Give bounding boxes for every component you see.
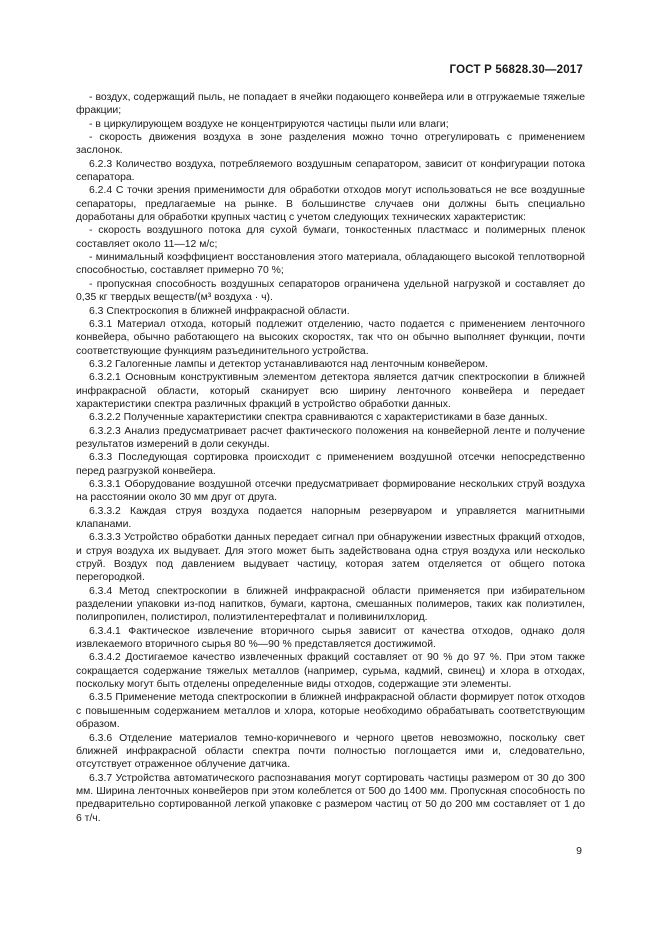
paragraph: 6.2.4 С точки зрения применимости для обработки отходов могут использоваться не все воздушные сепараторы, предлагаемые на рынке. В большинстве случаев они должны быть специально доработаны для обработки крупных частиц с учетом следующих технических характеристик:: [76, 185, 585, 224]
paragraph: 6.3.4.1 Фактическое извлечение вторичного сырья зависит от качества отходов, однако доля извлекаемого вторичного сырья 80 %—90 % представляется достижимой.: [76, 625, 585, 651]
paragraph: 6.3.3.1 Оборудование воздушной отсечки предусматривает формирование нескольких струй воздуха на расстоянии около 30 мм друг от друга.: [76, 478, 585, 504]
paragraph: 6.3.2.1 Основным конструктивным элементом детектора является датчик спектроскопии в ближней инфракрасной области, который сканирует всю ширину ленточного конвейера и передает характеристики спектра различных фракций в устройство обработки данных.: [76, 372, 585, 410]
paragraph: 6.3.3 Последующая сортировка происходит с применением воздушной отсечки непосредственно перед разгрузкой конвейера.: [76, 452, 585, 477]
paragraph: 6.3.4 Метод спектроскопии в ближней инфракрасной области применяется при избирательном разделении упаковки из-под напитков, бумаги, картона, смешанных полимеров, таких как полиэтилен, полипропилен, полистирол, полиэтилентерефталат и поливинилхлорид.: [76, 585, 585, 624]
paragraph: 6.2.3 Количество воздуха, потребляемого воздушным сепаратором, зависит от конфигурации потока сепаратора.: [76, 158, 585, 184]
paragraph: 6.3.1 Материал отхода, который подлежит отделению, часто подается с применением ленточного конвейера, обычно работающего на высоких скоростях, так что он обычно выполняет функции, почти соответствующие функциям разъединительного устройства.: [76, 318, 585, 357]
paragraph: - воздух, содержащий пыль, не попадает в ячейки подающего конвейера или в отгружаемые тяжелые фракции;: [76, 92, 585, 117]
page-number: 9: [576, 845, 582, 857]
paragraph: 6.3.2.2 Полученные характеристики спектра сравниваются с характеристиками в базе данных.: [89, 412, 548, 424]
paragraph: 6.3.3.3 Устройство обработки данных передает сигнал при обнаружении известных фракций отходов, и струя воздуха их выдувает. Для этого может быть задействована одна струя воздуха или несколько струй. Воздух под давлением выдувает частицу, которая затем отделяется от общего потока перегородкой.: [76, 532, 585, 584]
paragraph: - скорость движения воздуха в зоне разделения можно точно отрегулировать с применением заслонок.: [76, 132, 585, 157]
document-header: ГОСТ Р 56828.30—2017: [449, 64, 583, 76]
paragraph: 6.3.2 Галогенные лампы и детектор устанавливаются над ленточным конвейером.: [89, 358, 488, 370]
paragraph: 6.3.6 Отделение материалов темно-коричневого и черного цветов невозможно, поскольку свет ближней инфракрасной области спектра почти полностью поглощается ими и, следовательно, отсутствует отраженное облучение датчика.: [76, 732, 585, 771]
paragraph: - скорость воздушного потока для сухой бумаги, тонкостенных пластмасс и полимерных пленок составляет около 11—12 м/с;: [76, 225, 585, 250]
paragraph: - минимальный коэффициент восстановления этого материала, обладающего высокой теплотворной способностью, составляет примерно 70 %;: [76, 252, 585, 277]
paragraph: 6.3.5 Применение метода спектроскопии в ближней инфракрасной области формирует поток отходов с повышенным содержанием металлов и хлора, которые необходимо обрабатывать соответствующим образом.: [76, 692, 585, 731]
paragraph: - в циркулирующем воздухе не концентрируются частицы пыли или влаги;: [89, 118, 449, 130]
paragraph: 6.3.7 Устройства автоматического распознавания могут сортировать частицы размером от 30 до 300 мм. Ширина ленточных конвейеров при этом колеблется от 500 до 1400 мм. Пропускная способность по предварительно сортированной легкой упаковке с размером частиц от 50 до 200 мм составляет от 1 до 6 т/ч.: [76, 772, 585, 824]
paragraph: 6.3.2.3 Анализ предусматривает расчет фактического положения на конвейерной ленте и получение результатов измерений в доли секунды.: [76, 425, 585, 450]
paragraph: 6.3.4.2 Достигаемое качество извлеченных фракций составляет от 90 % до 97 %. При этом также сокращается содержание тяжелых металлов (например, сурьма, кадмий, свинец) и хлора в отходах, поскольку могут быть отделены определенные виды отходов, содержащие эти элементы.: [76, 652, 585, 691]
document-body: [76, 91, 585, 825]
paragraph: - пропускная способность воздушных сепараторов ограничена удельной нагрузкой и составляет до 0,35 кг твердых веществ/(м³ воздуха · ч).: [76, 278, 585, 304]
paragraph: 6.3 Спектроскопия в ближней инфракрасной области.: [89, 305, 350, 317]
paragraph: 6.3.3.2 Каждая струя воздуха подается напорным резервуаром и управляется магнитными клапанами.: [76, 505, 585, 530]
